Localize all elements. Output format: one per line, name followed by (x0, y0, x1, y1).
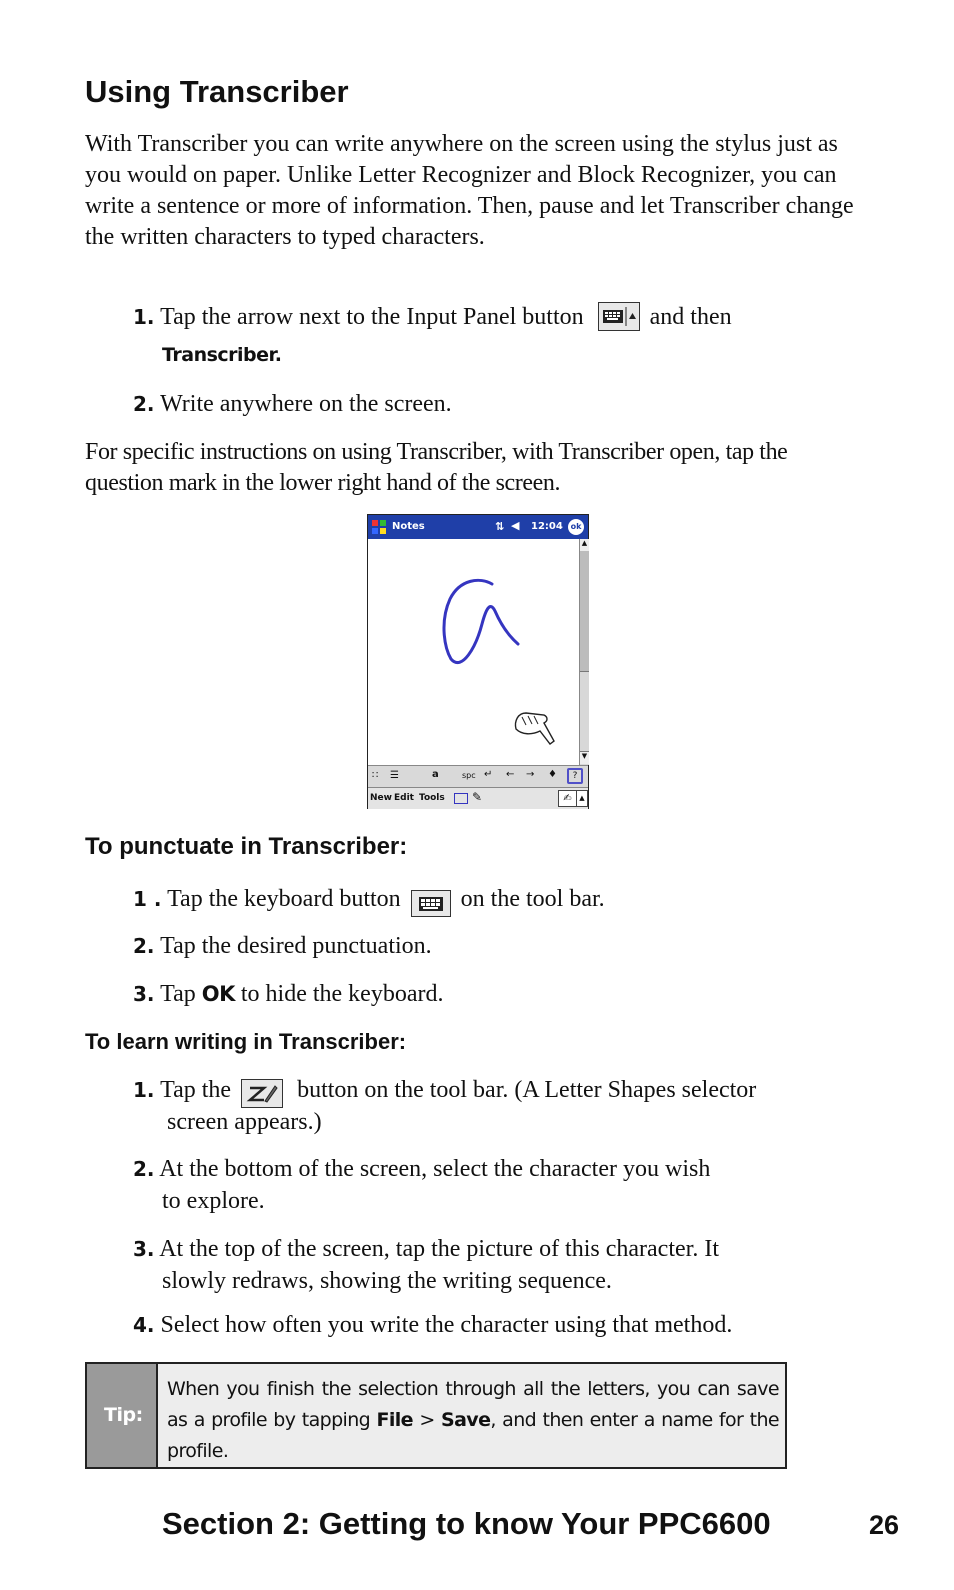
help-question-icon[interactable]: ? (567, 768, 583, 784)
instructions-paragraph: For specific instructions on using Transcriber, with Transcriber open, tap the question mark in the lower right hand of the screen. (85, 439, 788, 496)
step-number: 3. (133, 1237, 155, 1261)
menu-new[interactable]: New (370, 793, 392, 803)
step-text: Tap the (160, 1077, 232, 1103)
step-number: 2. (133, 1157, 155, 1181)
learn-step-3-cont: slowly redraws, showing the writing sequence. (162, 1268, 612, 1294)
left-arrow-icon[interactable]: ← (506, 769, 515, 780)
letter-shapes-button-icon (241, 1079, 283, 1108)
tip-text (167, 1374, 779, 1467)
learn-step-3 (133, 1234, 719, 1265)
step-number: 1. (133, 1078, 155, 1102)
page-title: Using Transcriber (85, 74, 349, 109)
keyboard-button-icon (411, 890, 451, 917)
step-text: At the top of the screen, tap the picture of this character. It (159, 1236, 719, 1262)
signal-icon: ⇅ (495, 520, 505, 533)
right-arrow-icon[interactable]: → (526, 769, 535, 780)
step-text: At the bottom of the screen, select the character you wish (159, 1156, 711, 1182)
tip-label-cell (87, 1364, 158, 1467)
stylus-hand-icon (515, 713, 554, 744)
learn-step-2 (133, 1154, 710, 1185)
enter-icon[interactable]: ↵ (484, 769, 493, 780)
step-number: 3. (133, 982, 155, 1006)
open-step-1 (133, 302, 853, 333)
speaker-icon: ◀ (511, 519, 520, 532)
step-text: Tap the arrow next to the Input Panel button (160, 304, 584, 330)
recording-icon[interactable] (454, 793, 468, 804)
menu-tools[interactable]: Tools (419, 793, 445, 803)
input-arrow-icon[interactable]: ▲ (576, 790, 588, 807)
step-text-after: and then (649, 304, 732, 330)
ok-button[interactable]: ok (568, 519, 584, 535)
letter-shapes-icon[interactable]: ☰ (390, 770, 399, 781)
tip-box (85, 1362, 787, 1469)
step-number: 2. (133, 392, 155, 416)
step-text: Select how often you write the character using that method. (160, 1312, 733, 1338)
learn-step-4 (133, 1310, 732, 1341)
ok-label: OK (201, 982, 235, 1006)
step-text: Tap (160, 981, 196, 1007)
scroll-down-icon[interactable]: ▼ (580, 751, 589, 764)
learn-step-2-cont: to explore. (162, 1188, 265, 1214)
learn-heading: To learn writing in Transcriber: (85, 1029, 407, 1054)
page-number: 26 (869, 1510, 900, 1540)
tip-separator: > (412, 1409, 441, 1431)
transcriber-toolbar (368, 765, 588, 788)
tip-file: File (376, 1409, 413, 1431)
punct-step-2 (133, 931, 432, 962)
input-panel-button-icon (598, 302, 640, 331)
app-title: Notes (392, 521, 425, 532)
section-footer: Section 2: Getting to know Your PPC6600 (162, 1506, 771, 1541)
handwriting-stroke (368, 539, 579, 765)
scroll-up-icon[interactable]: ▲ (580, 539, 589, 552)
step-number: 2. (133, 934, 155, 958)
step-number: 1 . (133, 887, 162, 911)
step-number: 4. (133, 1313, 155, 1337)
pen-icon[interactable]: ✎ (472, 790, 483, 804)
clock: 12:04 (531, 521, 563, 532)
keyboard-tool-icon[interactable]: ∷ (372, 770, 379, 781)
title-bar (368, 515, 588, 539)
step-text: Tap the desired punctuation. (160, 933, 432, 959)
menu-bar (368, 787, 588, 809)
step-number: 1. (133, 305, 155, 329)
scroll-thumb[interactable] (580, 551, 589, 672)
step-text: Tap the keyboard button (167, 886, 401, 912)
step-text-after: to hide the keyboard. (240, 981, 444, 1007)
menu-edit[interactable]: Edit (394, 793, 414, 803)
learn-step-1 (133, 1075, 756, 1106)
punctuate-heading: To punctuate in Transcriber: (85, 833, 408, 860)
windows-flag-icon (371, 519, 387, 535)
open-step-2 (133, 389, 452, 420)
punct-step-1 (133, 884, 605, 915)
writing-canvas[interactable] (368, 539, 579, 765)
device-screenshot (367, 514, 589, 809)
learn-step-1-cont: screen appears.) (167, 1109, 322, 1135)
scrollbar[interactable] (579, 539, 589, 765)
tip-save: Save (441, 1409, 491, 1431)
step-text-after: button on the tool bar. (A Letter Shapes selector (297, 1077, 757, 1103)
tip-text-b: , and then enter a name for the profile. (167, 1409, 779, 1462)
punct-step-3 (133, 979, 443, 1010)
diamond-icon[interactable]: ♦ (548, 769, 557, 780)
step-text: Write anywhere on the screen. (160, 391, 452, 417)
case-icon[interactable]: a (432, 769, 439, 780)
step-text-after: on the tool bar. (460, 886, 605, 912)
input-panel-icon[interactable]: ✍ (558, 790, 577, 807)
tip-label: Tip: (104, 1404, 143, 1426)
intro-paragraph: With Transcriber you can write anywhere on the screen using the stylus just as you would on paper. Unlike Letter Recognizer and Block Recognizer, you can write a sentence or more of information. Then, pause and let Transcriber change the written characters to typed characters. (85, 131, 854, 250)
space-key[interactable]: spc (462, 771, 476, 780)
transcriber-label: Transcriber. (162, 344, 282, 366)
tip-text-a: When you finish the selection through all the letters, you can save as a profile by tapping (167, 1378, 779, 1431)
